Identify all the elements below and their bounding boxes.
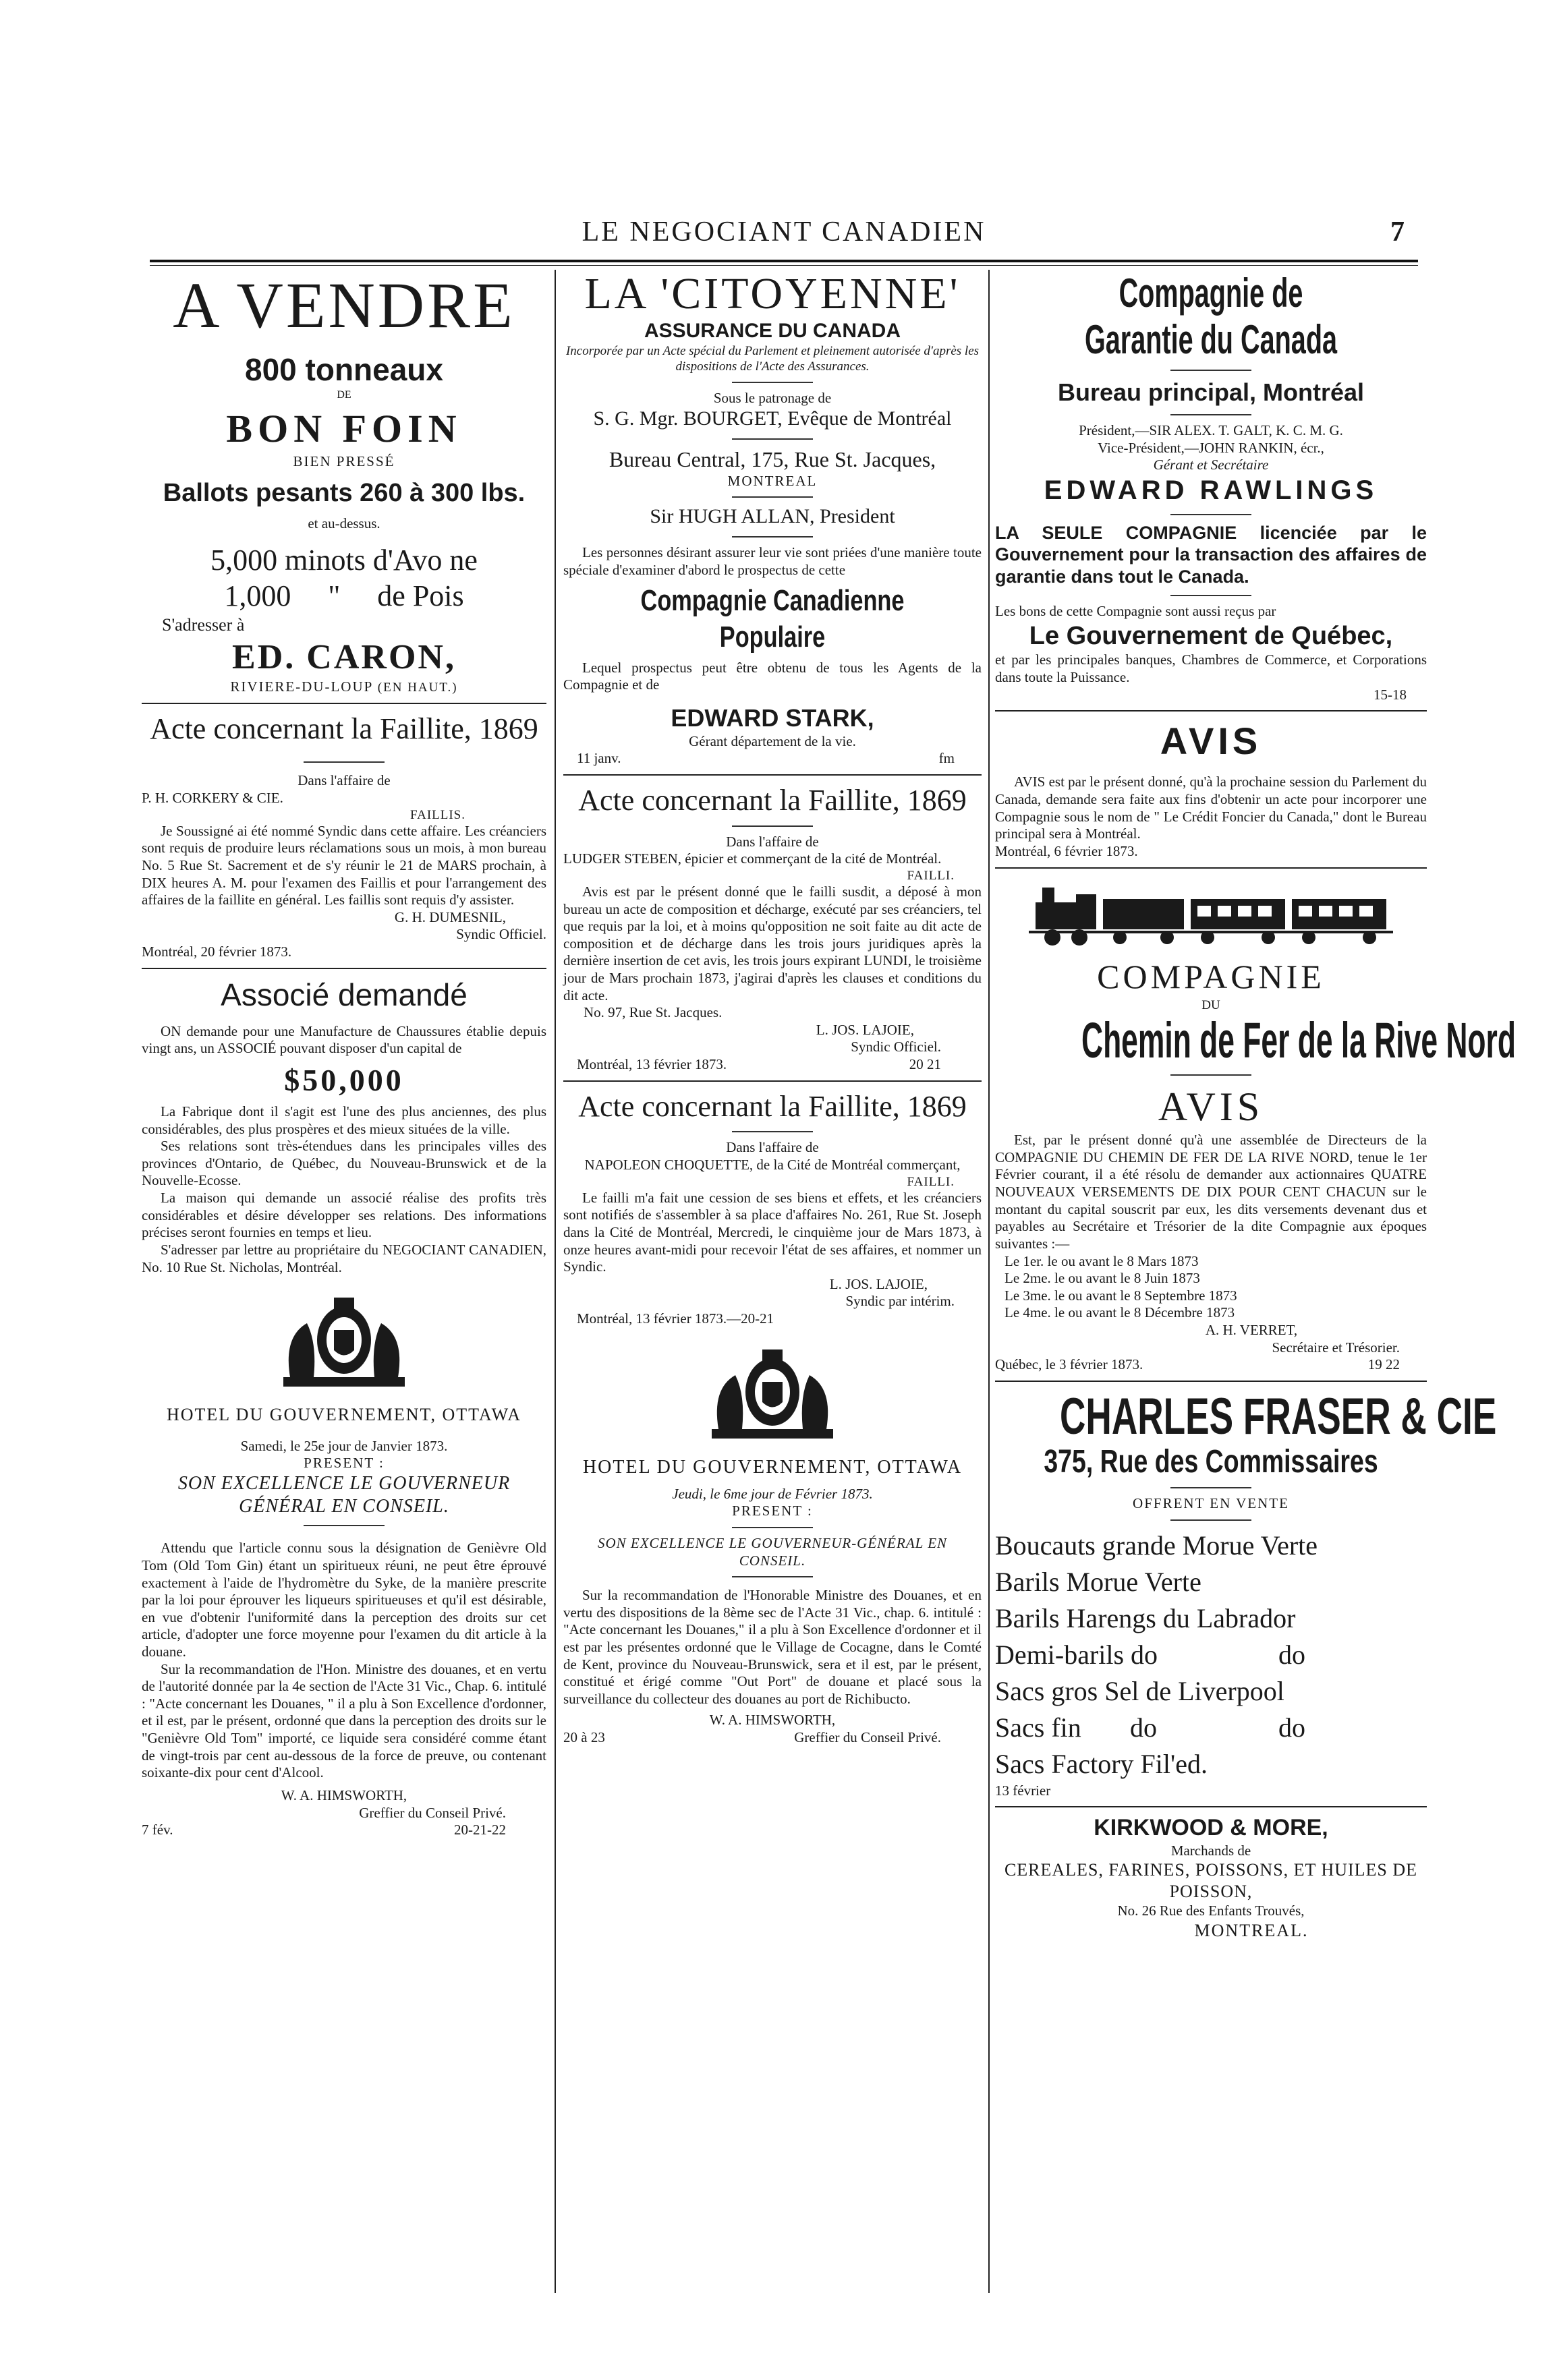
ad-title: Acte concernant la Faillite, 1869: [578, 783, 967, 817]
item-ditto: do: [1278, 1712, 1305, 1743]
footer-right: 20-21-22: [454, 1822, 506, 1838]
page-header: [150, 216, 1418, 250]
divider: [995, 1806, 1427, 1807]
divider: [563, 774, 982, 776]
subtitle: ASSURANCE DU CANADA: [644, 319, 901, 342]
divider: [732, 438, 813, 440]
caron: ED. CARON,: [232, 637, 456, 676]
list-item: [995, 1637, 1427, 1673]
footer: [142, 1822, 546, 1839]
royal-crest-icon: [671, 1335, 874, 1449]
debtor: P. H. CORKERY & CIE.: [142, 789, 283, 806]
ad-title: AVIS: [1160, 720, 1262, 763]
ref: 19 22: [1367, 1356, 1400, 1373]
column-rule: [988, 270, 990, 2293]
ad-title: Associé demandé: [221, 977, 468, 1012]
ad-garantie: [995, 270, 1427, 703]
schedule-item: Le 3me. le ou avant le 8 Septembre 1873: [1004, 1287, 1237, 1304]
p1: Attendu que l'article connu sous la désignation de Genièvre Old Tom (Old Tom Gin) étant un spiritueux réuni, ne peut être éprouvé exactement à l'aide de l'hydromètre du Syke, de la manière prescrite par la loi pour éprouver les liqueurs spiritueuses et qu'il est désirable, en vue d'obtenir l'uniformité dans la perception des droits sur cet article, d'adopter une force moyenne pour l'examen du dit article à la douane.: [142, 1540, 546, 1660]
item-name: Barils Harengs du Labrador: [995, 1602, 1296, 1633]
notice-date: Montréal, 13 février 1873.: [577, 1056, 727, 1073]
divider: [995, 867, 1427, 869]
date-left: 11 janv.: [577, 750, 621, 767]
column-2: [563, 270, 982, 2313]
ad-citoyenne: [563, 270, 982, 579]
date-line: [563, 1056, 982, 1074]
bien-presse: BIEN PRESSÉ: [293, 453, 395, 469]
minots: 5,000 minots d'Avo ne: [210, 543, 478, 577]
ad-title: Compagnie Canadienne Populaire: [640, 584, 905, 654]
list-item: [995, 1746, 1427, 1782]
et-audessus: et au-dessus.: [308, 515, 380, 531]
body: Le failli m'a fait une cession de ses biens et effets, et les créanciers sont notifiés de s'assembler à sa place d'affaires No. 261, Rue St. Joseph dans la Cité de Montréal, Mercredi, le cinquième jour de Mars 1873, à onze heures avant-midi pour recevoir l'état de ses affaires, et nommer un Syndic.: [563, 1189, 982, 1275]
running-head: LE NEGOCIANT CANADIEN: [582, 216, 986, 248]
item-ditto: do: [1130, 1712, 1157, 1743]
page-number: 7: [1390, 216, 1405, 248]
schedule-item: Le 4me. le ou avant le 8 Décembre 1873: [1004, 1304, 1235, 1321]
footer: [563, 1729, 982, 1747]
p4: La maison qui demande un associé réalise des profits très considérables et désire développer ses relations. Des informations précises seront fournies en temps et lieu.: [142, 1190, 546, 1241]
ad-title: Compagnie de Garantie du Canada: [1084, 270, 1338, 362]
body: Avis est par le présent donné que le failli susdit, a déposé à mon bureau un acte de composition et décharge, exécuté par ses créanciers, tel que requis par la loi, et à moins qu'opposition ne soit faite au dit acte de composition et de décharge dans les trois jours juridiques après la dernière insertion de cet avis, les trois jours expirant LUNDI, le troisième jour de Mars prochain 1873, j'agirai d'après les clauses et conditions du dit acte.: [563, 883, 982, 1004]
hotel-date: Samedi, le 25e jour de Janvier 1873.: [240, 1437, 448, 1454]
ad-acte-faillite-3: [563, 1089, 982, 1328]
signer-role: Greffier du Conseil Privé.: [359, 1804, 506, 1821]
present: PRESENT :: [304, 1455, 385, 1472]
ad-title: HOTEL DU GOUVERNEMENT, OTTAWA: [166, 1405, 522, 1425]
divider: [732, 536, 813, 538]
manager: EDWARD RAWLINGS: [1044, 475, 1378, 505]
excellence: SON EXCELLENCE LE GOUVERNEUR GÉNÉRAL EN CONSEIL.: [177, 1473, 511, 1517]
schedule: [1004, 1253, 1427, 1322]
notice-date: Montréal, 13 février 1873.—20-21: [577, 1310, 774, 1327]
column-3: [995, 270, 1516, 2313]
divider: [304, 761, 385, 763]
ref: 20 21: [909, 1056, 941, 1073]
ad-acte-faillite-2: [563, 782, 982, 1074]
divider: [1170, 370, 1251, 371]
divider: [732, 1527, 813, 1528]
dans-affaire: Dans l'affaire de: [726, 833, 819, 850]
agent-role: Gérant département de la vie.: [689, 732, 856, 749]
item-name: Barils Morue Verte: [995, 1566, 1201, 1597]
riviere: RIVIERE-DU-LOUP: [230, 678, 373, 695]
date-right: fm: [938, 750, 955, 767]
amount: $50,000: [284, 1062, 404, 1097]
address: 375, Rue des Commissaires: [1044, 1444, 1378, 1480]
ad-title: A VENDRE: [173, 269, 515, 341]
divider: [995, 1381, 1427, 1382]
ballots: Ballots pesants 260 à 300 lbs.: [163, 478, 526, 507]
item-name: Sacs gros Sel de Liverpool: [995, 1675, 1284, 1706]
vice: Vice-Président,—JOHN RANKIN, écr.,: [1098, 439, 1324, 456]
signer: G. H. DUMESNIL,: [394, 908, 506, 925]
ref: 15-18: [1374, 686, 1407, 703]
bon-foin: BON FOIN: [226, 407, 462, 451]
city: MONTREAL.: [1194, 1920, 1309, 1940]
body: Les personnes désirant assurer leur vie sont priées d'une manière toute spéciale d'examiner d'abord le prospectus de cette: [563, 544, 982, 578]
divider: [142, 703, 546, 704]
signer: L. JOS. LAJOIE,: [816, 1021, 914, 1038]
divider: [1170, 514, 1251, 515]
president: Président,—SIR ALEX. T. GALT, K. C. M. G.: [1079, 422, 1343, 438]
dans-affaire: Dans l'affaire de: [726, 1139, 819, 1156]
signer-role: Syndic Officiel.: [851, 1039, 941, 1055]
list-item: [995, 1673, 1427, 1710]
notice-body: Je Soussigné ai été nommé Syndic dans cette affaire. Les créanciers sont requis de produire leurs réclamations sous un mois, à mon bureau No. 5 Rue St. Sacrement et de s'y réunir le 21 de MARS prochain, à DIX heures A. M. pour l'examen des Faillis et pour l'arrangement des affaires de la faillite en général. Les faillis sont requis d'y assister.: [142, 822, 546, 908]
marchands: Marchands de: [1170, 1842, 1251, 1859]
schedule-item: Le 2me. le ou avant le 8 Juin 1873: [1004, 1270, 1200, 1287]
signer-role: Syndic Officiel.: [456, 926, 546, 943]
divider: [304, 1525, 385, 1526]
date-line: [995, 1356, 1427, 1374]
ad-acte-faillite-1: [142, 711, 546, 961]
dans-affaire: Dans l'affaire de: [298, 772, 391, 789]
divider: [732, 382, 813, 383]
debtor: NAPOLEON CHOQUETTE, de la Cité de Montréal commerçant,: [584, 1156, 961, 1173]
banques: et par les principales banques, Chambres de Commerce, et Corporations dans toute la Puissance.: [995, 651, 1427, 685]
notice-date: Québec, le 3 février 1873.: [995, 1356, 1143, 1373]
ad-hotel-gouvernement-2: [563, 1456, 982, 1747]
item-name: Demi-barils do: [995, 1639, 1158, 1670]
signer-role: Syndic par intérim.: [845, 1293, 955, 1310]
schedule-item: Le 1er. le ou avant le 8 Mars 1873: [1004, 1252, 1199, 1269]
divider: [1170, 595, 1251, 596]
en-haut: (EN HAUT.): [377, 680, 458, 695]
ad-avis-credit-foncier: [995, 718, 1427, 860]
debtor: LUDGER STEBEN, épicier et commerçant de la cité de Montréal.: [563, 850, 942, 867]
address: No. 26 Rue des Enfants Trouvés,: [1117, 1902, 1305, 1919]
bons: Les bons de cette Compagnie sont aussi reçus par: [995, 603, 1276, 620]
ref-line: [563, 750, 982, 767]
patronage: Sous le patronage de: [713, 389, 832, 406]
signer: A. H. VERRET,: [1205, 1321, 1298, 1338]
divider: [563, 1080, 982, 1082]
compagnie: COMPAGNIE: [1097, 957, 1325, 995]
tonneaux: 800 tonneaux: [245, 351, 443, 387]
gouvernement: Le Gouvernement de Québec,: [1029, 621, 1393, 650]
ad-title: Chemin de Fer de la Rive Nord: [1081, 1012, 1516, 1068]
ad-associe: [142, 976, 546, 1277]
bureau: Bureau Central, 175, Rue St. Jacques,: [608, 446, 936, 471]
footer-left: 7 fév.: [142, 1822, 173, 1838]
p1: ON demande pour une Manufacture de Chaussures établie depuis vingt ans, un ASSOCIÉ pouvant disposer d'un capital de: [142, 1022, 546, 1057]
footer-left: 20 à 23: [563, 1729, 605, 1746]
list-item: [995, 1600, 1427, 1637]
divider: [732, 1131, 813, 1132]
divider: [1170, 1519, 1251, 1521]
p5: S'adresser par lettre au propriétaire du NEGOCIANT CANADIEN, No. 10 Rue St. Nicholas, Montréal.: [142, 1241, 546, 1275]
divider: [142, 968, 546, 969]
sadresser: S'adresser à: [162, 614, 245, 635]
body: Sur la recommandation de l'Honorable Ministre des Douanes, et en vertu des dispositions de la 8ème sec de l'Acte 31 Vic., chap. 6. intitulé : "Acte concernant les Douanes," il a plu à Son Excellence d'ordonner et il est par les présentes ordonné que le Village de Cocagne, dans le Comté de Kent, province du Nouveau-Brunswick, sera et il est, par le présent, constitué et érigé comme "Out Port" de douane et placé sous la surveillance du collecteur des douanes au port de Richibucto.: [563, 1587, 982, 1707]
incorp: Incorporée par un Acte spécial du Parlement et pleinement autorisée d'après les dispositions de l'Acte des Assurances.: [565, 344, 980, 374]
divider: [1170, 1487, 1251, 1488]
list-item: [995, 1710, 1427, 1746]
goods-list: [995, 1528, 1427, 1782]
signer: L. JOS. LAJOIE,: [829, 1275, 928, 1292]
signer: W. A. HIMSWORTH,: [281, 1787, 407, 1803]
goods: CEREALES, FARINES, POISSONS, ET HUILES DE POISSON,: [1004, 1860, 1418, 1902]
avis: AVIS: [1158, 1084, 1264, 1130]
ad-kirkwood: [995, 1814, 1427, 1941]
riviere-line: [142, 678, 546, 696]
column-rule: [555, 270, 556, 2293]
offrent: OFFRENT EN VENTE: [1133, 1495, 1289, 1512]
divider: [1170, 414, 1251, 415]
gerant: Gérant et Secrétaire: [1153, 457, 1269, 473]
p3: Ses relations sont très-étendues dans les principales villes des provinces d'Ontario, de Québec, du Nouveau-Brunswick et de la Nouvelle-Ecosse.: [142, 1138, 546, 1189]
city: MONTREAL: [727, 472, 818, 489]
failli: FAILLI.: [907, 868, 955, 883]
de: DE: [337, 388, 351, 401]
list-item: [995, 1528, 1427, 1564]
ad-populaire: [563, 583, 982, 767]
president: Sir HUGH ALLAN, President: [650, 505, 895, 528]
column-1: [142, 270, 546, 2313]
divider: [1170, 1074, 1251, 1076]
ad-hotel-gouvernement-1: [142, 1404, 546, 1839]
ad-charles-fraser: [995, 1387, 1497, 1800]
failli: FAILLI.: [907, 1174, 955, 1189]
ad-title: Acte concernant la Faillite, 1869: [150, 712, 538, 745]
signer: W. A. HIMSWORTH,: [709, 1712, 836, 1729]
ad-title: CHARLES FRASER & CIE: [1060, 1387, 1497, 1445]
divider: [995, 710, 1427, 712]
divider: [732, 496, 813, 498]
ad-a-vendre: [142, 270, 546, 696]
ad-title: Acte concernant la Faillite, 1869: [578, 1089, 967, 1123]
notice-date: 13 février: [995, 1782, 1051, 1799]
licence: LA SEULE COMPAGNIE licenciée par le Gouvernement pour la transaction des affaires de garantie dans tout le Canada.: [995, 522, 1427, 587]
notice-date: Montréal, 6 février 1873.: [995, 842, 1138, 859]
train-icon: [1022, 875, 1400, 950]
divider: [732, 1576, 813, 1577]
faillis: FAILLIS.: [409, 807, 465, 822]
signer-role: Greffier du Conseil Privé.: [794, 1729, 941, 1746]
body: AVIS est par le présent donné, qu'à la prochaine session du Parlement du Canada, demande sera faite aux fins d'obtenir un acte pour incorporer une Compagnie sous le nom de " Le Crédit Foncier du Canada," dont le Bureau principal sera à Montréal.: [995, 774, 1427, 842]
p2: La Fabrique dont il s'agit est l'une des plus anciennes, des plus considérables, des plus prospères et des mieux situées de la ville.: [142, 1103, 546, 1137]
p2: Sur la recommandation de l'Hon. Ministre des douanes, et en vertu de l'autorité donnée par la 4e section de l'Acte 31 Vic., Chap. 6. intitulé : "Acte concernant les Douanes, " il a plu à Son Excellence d'ordonner, et il est, par le présent, ordonné que dans la perception des droits sur le "Genièvre Old Tom" importé, ce liquide sera considéré comme étant de vingt-trois par cent au-dessous de la force de preuve, ou contenant soixante-dix pour cent d'Alcool.: [142, 1660, 546, 1781]
divider: [732, 825, 813, 827]
ad-chemin-de-fer: [995, 956, 1516, 1374]
royal-crest-icon: [243, 1283, 445, 1397]
address: No. 97, Rue St. Jacques.: [584, 1004, 723, 1021]
hotel-date: Jeudi, le 6me jour de Février 1873.: [672, 1485, 873, 1502]
ad-title: HOTEL DU GOUVERNEMENT, OTTAWA: [582, 1456, 963, 1478]
du: DU: [1201, 997, 1220, 1012]
list-item: [995, 1564, 1427, 1600]
ad-title: LA 'CITOYENNE': [584, 269, 961, 318]
excellence: SON EXCELLENCE LE GOUVERNEUR-GÉNÉRAL EN CONSEIL.: [597, 1534, 948, 1569]
body: Est, par le présent donné qu'à une assemblée de Directeurs de la COMPAGNIE DU CHEMIN DE FER DE LA RIVE NORD, tenue le 1er Février courant, il a été résolu de demander aux actionnaires QUATRE NOUVEAUX VERSEMENTS DE DIX POUR CENT CHACUN sur le montant du capital souscrit par eux, les dits versements devenant dus et payables au Secrétaire et Trésorier de la dite Compagnie aux époques suivantes :—: [995, 1132, 1427, 1252]
signer-role: Secrétaire et Trésorier.: [1272, 1339, 1400, 1356]
agent: EDWARD STARK,: [671, 703, 874, 732]
item-name: Sacs fin: [995, 1712, 1081, 1743]
present: PRESENT :: [732, 1503, 813, 1519]
item-ditto: do: [1278, 1639, 1305, 1670]
item-name: Boucauts grande Morue Verte: [995, 1530, 1318, 1561]
bureau: Bureau principal, Montréal: [1057, 378, 1365, 406]
bishop: S. G. Mgr. BOURGET, Evêque de Montréal: [593, 407, 952, 430]
pois: 1,000 " de Pois: [224, 579, 464, 613]
notice-date: Montréal, 20 février 1873.: [142, 943, 292, 960]
body: Lequel prospectus peut être obtenu de tous les Agents de la Compagnie et de: [563, 659, 982, 693]
ad-title: KIRKWOOD & MORE,: [1094, 1815, 1328, 1841]
item-name: Sacs Factory Fil'ed.: [995, 1748, 1208, 1779]
header-rule: [150, 260, 1418, 266]
